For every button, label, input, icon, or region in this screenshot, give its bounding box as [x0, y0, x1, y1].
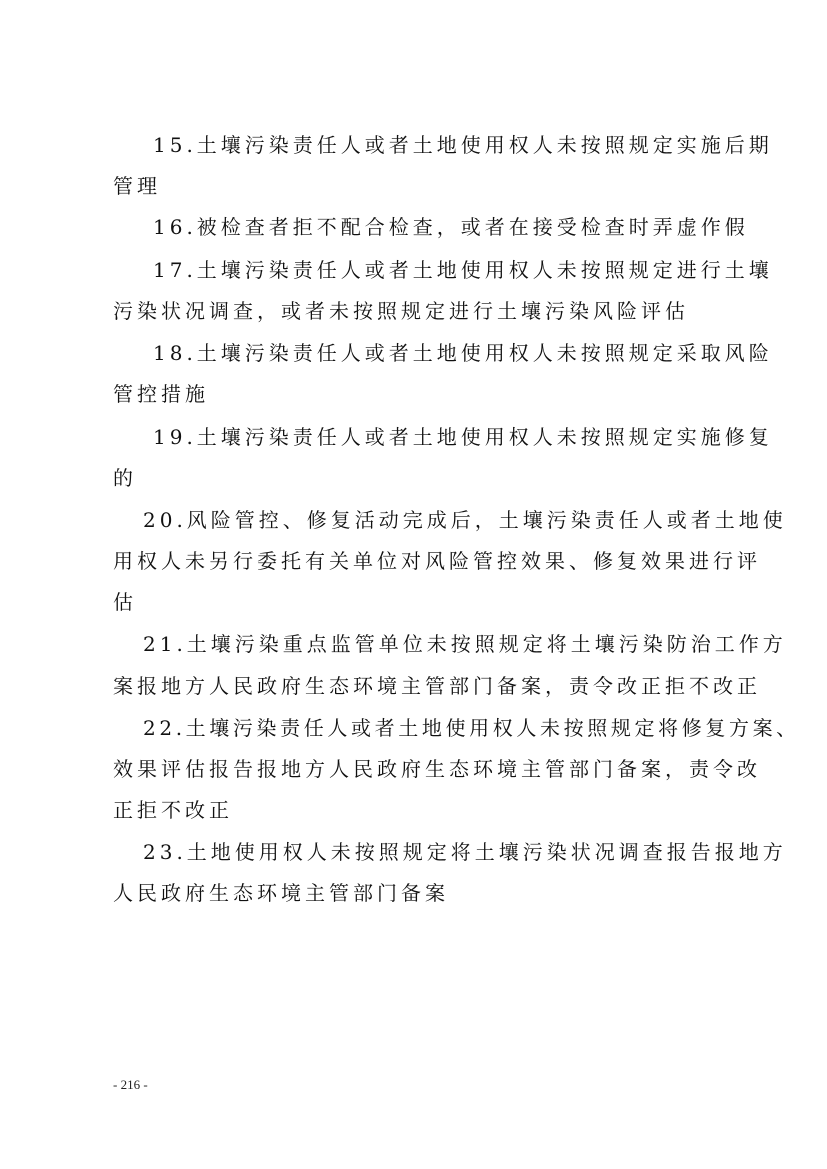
item-19-line-2: 的 — [113, 466, 137, 490]
item-15-line-2: 管理 — [113, 174, 161, 198]
item-21-line-1: 21.土壤污染重点监管单位未按照规定将土壤污染防治工作方 — [143, 632, 787, 656]
item-20-line-1: 20.风险管控、修复活动完成后，土壤污染责任人或者土地使 — [143, 508, 787, 532]
item-22-line-3: 正拒不改正 — [113, 798, 233, 822]
page-number: - 216 - — [113, 1077, 148, 1092]
item-23-line-2: 人民政府生态环境主管部门备案 — [113, 881, 449, 905]
item-22-line-2: 效果评估报告报地方人民政府生态环境主管部门备案，责令改 — [113, 757, 761, 781]
item-17-line-2: 污染状况调查，或者未按照规定进行土壤污染风险评估 — [113, 299, 689, 323]
item-18-line-1: 18.土壤污染责任人或者土地使用权人未按照规定采取风险 — [153, 341, 773, 365]
item-18-line-2: 管控措施 — [113, 382, 209, 406]
item-16-line-1: 16.被检查者拒不配合检查，或者在接受检查时弄虚作假 — [153, 215, 749, 239]
item-20-line-3: 估 — [113, 590, 137, 614]
item-23-line-1: 23.土地使用权人未按照规定将土壤污染状况调查报告报地方 — [143, 840, 787, 864]
item-15-line-1: 15.土壤污染责任人或者土地使用权人未按照规定实施后期 — [153, 133, 773, 157]
item-21-line-2: 案报地方人民政府生态环境主管部门备案，责令改正拒不改正 — [113, 674, 761, 698]
item-17-line-1: 17.土壤污染责任人或者土地使用权人未按照规定进行土壤 — [153, 258, 773, 282]
item-19-line-1: 19.土壤污染责任人或者土地使用权人未按照规定实施修复 — [153, 425, 773, 449]
item-20-line-2: 用权人未另行委托有关单位对风险管控效果、修复效果进行评 — [113, 549, 761, 573]
item-22-line-1: 22.土壤污染责任人或者土地使用权人未按照规定将修复方案、 — [143, 716, 800, 740]
